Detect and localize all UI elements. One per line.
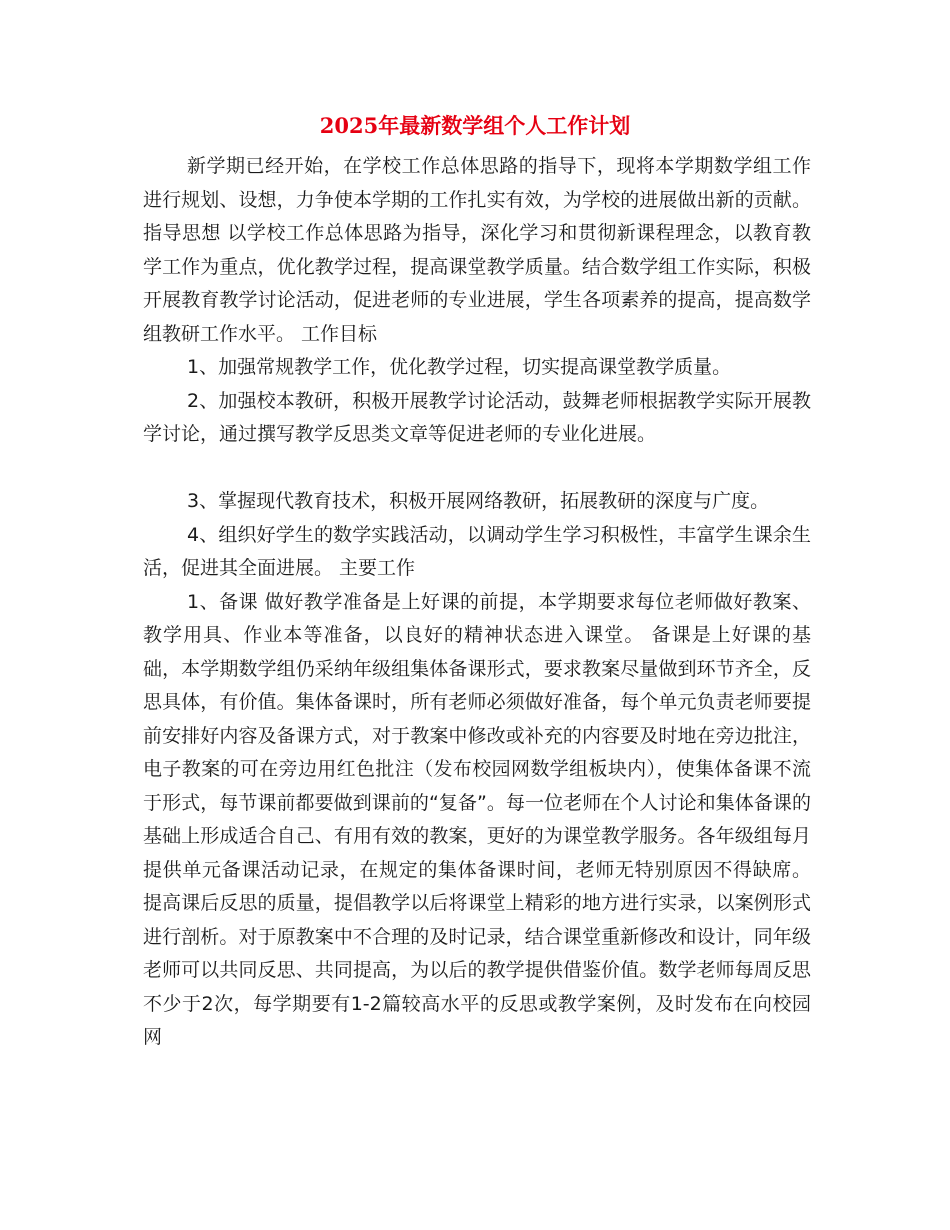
document-body — [143, 150, 811, 1055]
goal-item-4: 4、组织好学生的数学实践活动，以调动学生学习积极性，丰富学生课余生活，促进其全面进展。 主要工作 — [143, 523, 811, 579]
goal-item-3: 3、掌握现代教育技术，积极开展网络教研，拓展教研的深度与广度。 — [187, 490, 770, 512]
work-item-1: 1、备课 做好教学准备是上好课的前提，本学期要求每位老师做好教案、教学用具、作业本等准备，以良好的精神状态进入课堂。 备课是上好课的基础，本学期数学组仍采纳年级组集体备课形式，要求教案尽量做到环节齐全，反思具体，有价值。集体备课时，所有老师必须做好准备，每个单元负责老师要提前安排好内容及备课方式，对于教案中修改或补充的内容要及时地在旁边批注，电子教案的可在旁边用红色批注（发布校园网数学组板块内），使集体备课不流于形式，每节课前都要做到课前的“复备”。每一位老师在个人讨论和集体备课的基础上形成适合自己、有用有效的教案，更好的为课堂教学服务。各年级组每月提供单元备课活动记录，在规定的集体备课时间，老师无特别原因不得缺席。 提高课后反思的质量，提倡教学以后将课堂上精彩的地方进行实录，以案例形式进行剖析。对于原教案中不合理的及时记录，结合课堂重新修改和设计，同年级老师可以共同反思、共同提高，为以后的教学提供借鉴价值。数学老师每周反思不少于2次，每学期要有1-2篇较高水平的反思或教学案例，及时发布在向校园网 — [143, 590, 811, 1048]
intro-paragraph: 新学期已经开始，在学校工作总体思路的指导下，现将本学期数学组工作进行规划、设想，力争使本学期的工作扎实有效，为学校的进展做出新的贡献。 指导思想 以学校工作总体思路为指导，深化学习和贯彻新课程理念，以教育教学工作为重点，优化教学过程，提高课堂教学质量。结合数学组工作实际，积极开展教育教学讨论活动，促进老师的专业进展，学生各项素养的提高，提高数学组教研工作水平。 工作目标 — [143, 155, 811, 345]
paragraph-spacer — [143, 452, 811, 486]
page-title: 2025年最新数学组个人工作计划 — [319, 113, 631, 138]
goal-item-2: 2、加强校本教研，积极开展教学讨论活动，鼓舞老师根据教学实际开展教学讨论，通过撰写教学反思类文章等促进老师的专业化进展。 — [143, 389, 811, 445]
goal-item-1: 1、加强常规教学工作，优化教学过程，切实提高课堂教学质量。 — [187, 356, 732, 378]
